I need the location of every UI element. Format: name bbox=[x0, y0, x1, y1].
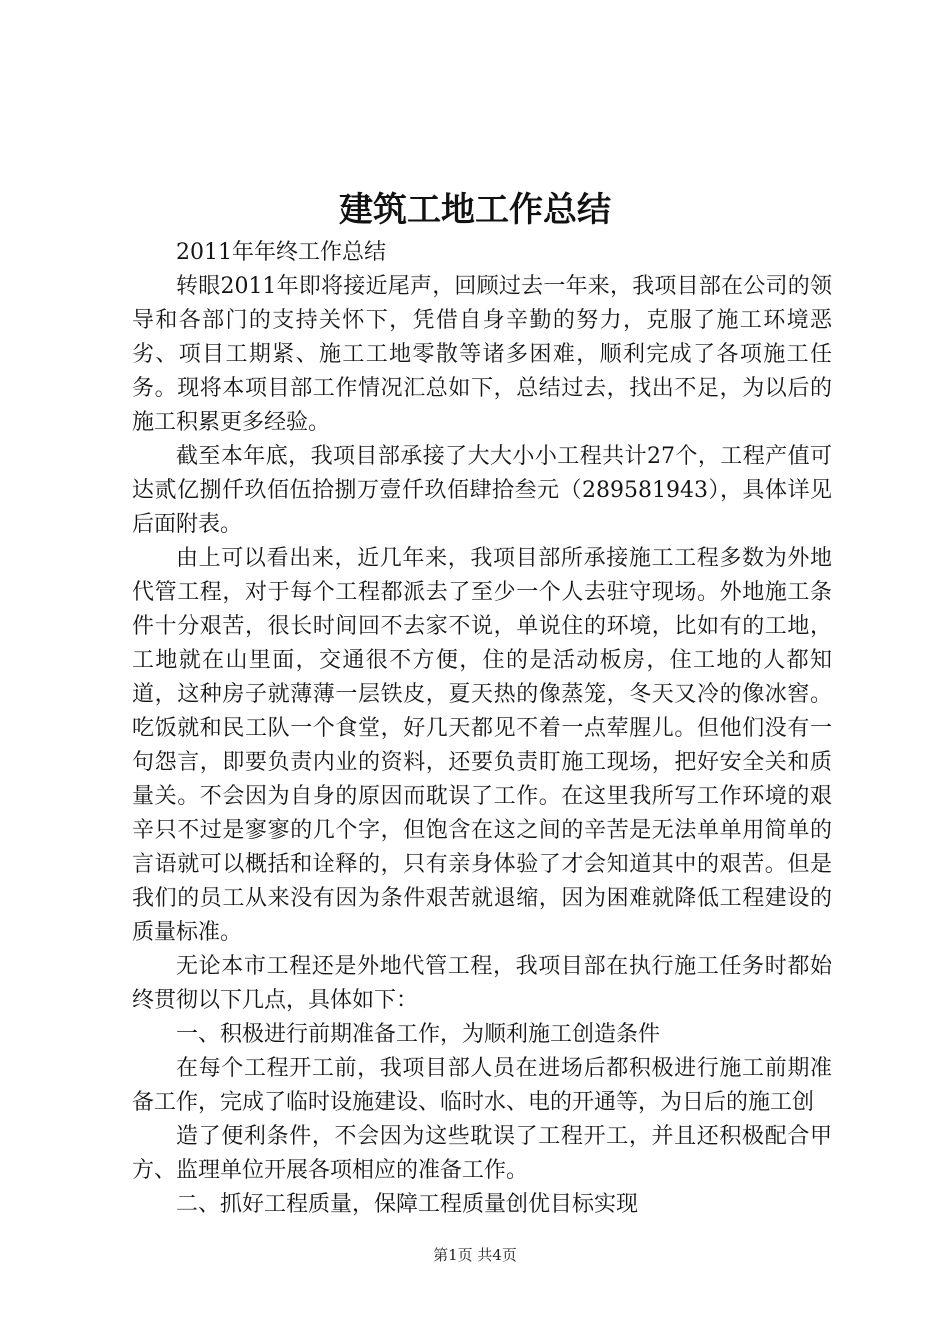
paragraph-field-conditions: 由上可以看出来，近几年来，我项目部所承接施工工程多数为外地代管工程，对于每个工程都派去了至少一个人去驻守现场。外地施工条件十分艰苦，很长时间回不去家不说，单说住的环境，比如有的工地，工地就在山里面，交通很不方便，住的是活动板房，住工地的人都知道，这种房子就薄薄一层铁皮，夏天热的像蒸笼，冬天又冷的像冰窖。吃饭就和民工队一个食堂，好几天都见不着一点荤腥儿。但他们没有一句怨言，即要负责内业的资料，还要负责盯施工现场，把好安全关和质量关。不会因为自身的原因而耽误了工作。在这里我所写工作环境的艰辛只不过是寥寥的几个字，但饱含在这之间的辛苦是无法单单用简单的言语就可以概括和诠释的，只有亲身体验了才会知道其中的艰苦。但是我们的员工从来没有因为条件艰苦就退缩，因为困难就降低工程建设的质量标准。 bbox=[132, 546, 832, 945]
paragraph-preparation-cont: 造了便利条件，不会因为这些耽误了工程开工，并且还积极配合甲方、监理单位开展各项相应的准备工作。 bbox=[132, 1124, 832, 1183]
document-body bbox=[132, 236, 832, 1222]
paragraph-subtitle: 2011年年终工作总结 bbox=[176, 240, 386, 265]
paragraph-project-count: 截至本年底，我项目部承接了大大小小工程共计27个，工程产值可达贰亿捌仟玖佰伍拾捌万壹仟玖佰肆拾叁元（289581943），具体详见后面附表。 bbox=[132, 444, 832, 537]
page-footer: 第1页 共4页 bbox=[433, 1246, 517, 1264]
section-heading-1: 一、积极进行前期准备工作，为顺利施工创造条件 bbox=[176, 1022, 661, 1047]
section-heading-2: 二、抓好工程质量，保障工程质量创优目标实现 bbox=[176, 1192, 639, 1217]
document-title: 建筑工地工作总结 bbox=[339, 190, 611, 230]
paragraph-preparation: 在每个工程开工前，我项目部人员在进场后都积极进行施工前期准备工作，完成了临时设施建设、临时水、电的开通等，为日后的施工创 bbox=[132, 1056, 832, 1115]
paragraph-intro: 转眼2011年即将接近尾声，回顾过去一年来，我项目部在公司的领导和各部门的支持关怀下，凭借自身辛勤的努力，克服了施工环境恶劣、项目工期紧、施工工地零散等诸多困难，顺利完成了各项施工任务。现将本项目部工作情况汇总如下，总结过去，找出不足，为以后的施工积累更多经验。 bbox=[132, 274, 832, 435]
paragraph-principles: 无论本市工程还是外地代管工程，我项目部在执行施工任务时都始终贯彻以下几点，具体如下： bbox=[132, 954, 832, 1013]
